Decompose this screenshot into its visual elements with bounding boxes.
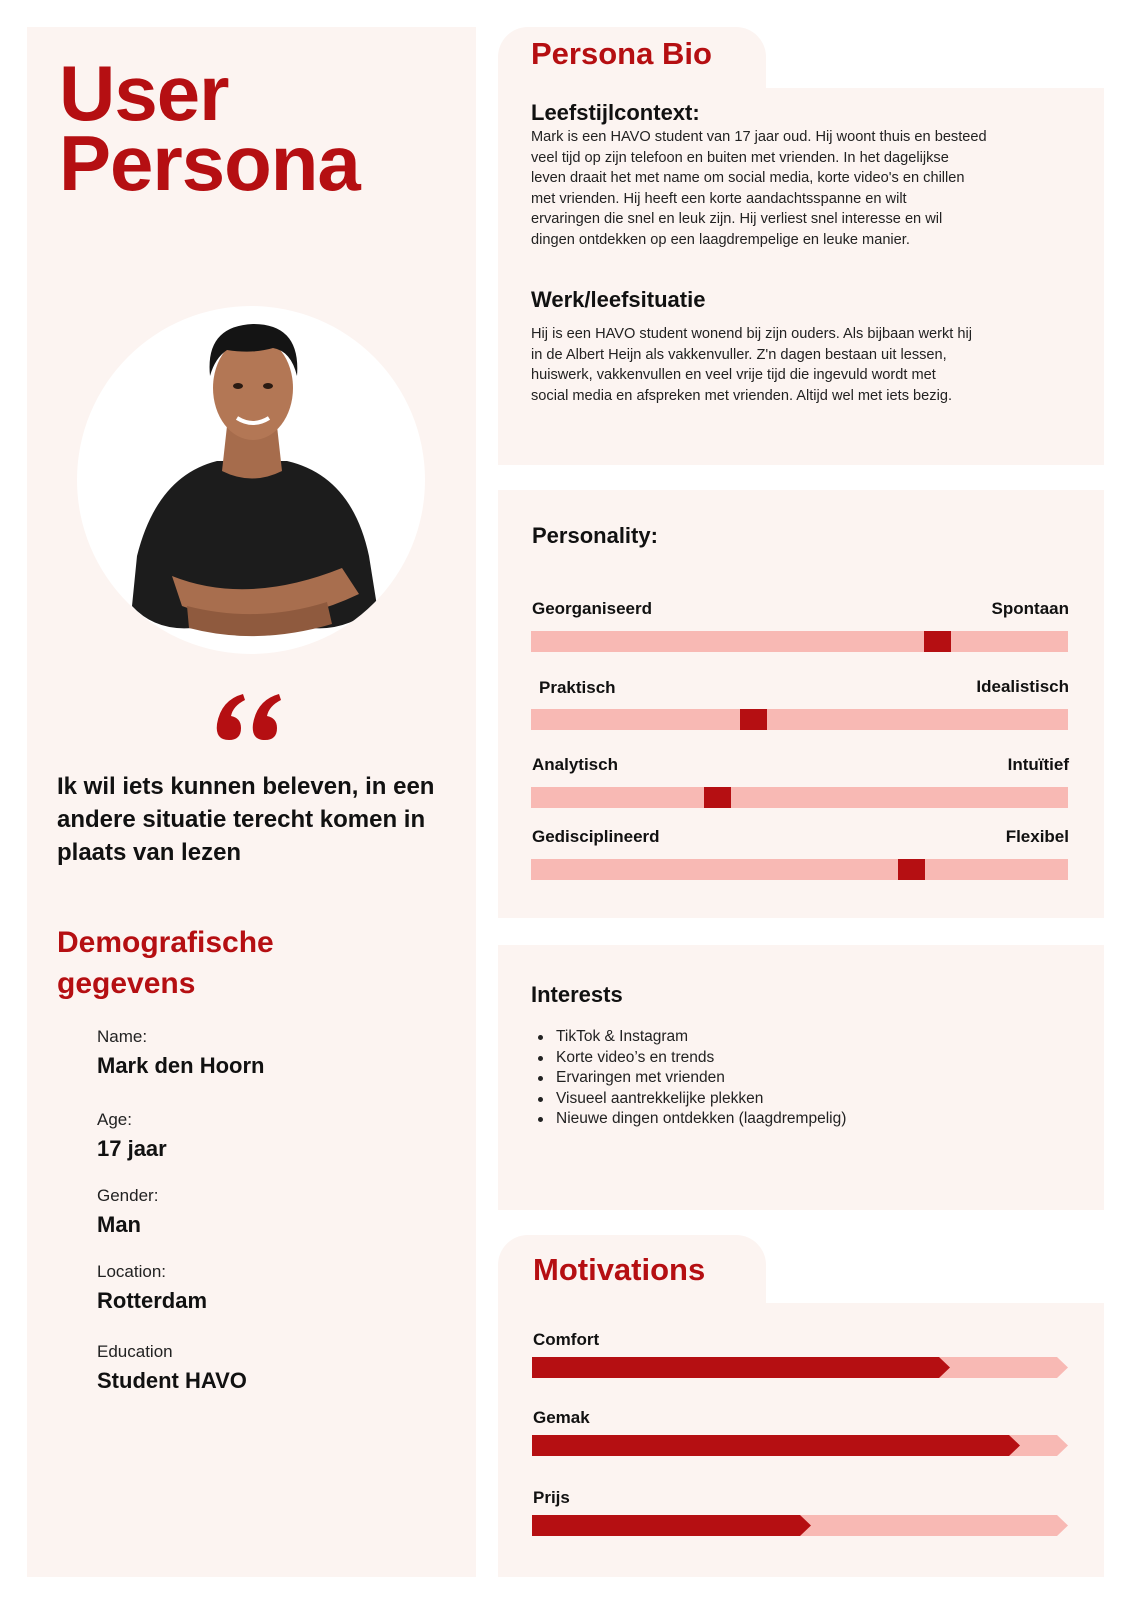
motivation-fill [532,1357,950,1378]
trait-right-label: Spontaan [991,599,1069,618]
trait-slider-marker [898,859,925,880]
trait-right-label: Intuïtief [1007,755,1069,774]
work-line: social media en afspreken met vrienden. Altijd wel met iets bezig. [531,387,952,404]
work-line: huiswerk, vakkenvullen en veel vrije tijd die ingevuld wordt met [531,367,936,383]
motivation-fill [532,1515,811,1536]
trait-slider-track [531,787,1068,808]
trait-left-label: Praktisch [539,678,616,697]
trait-slider-track [531,859,1068,880]
lifestyle-line: dingen ontdekken op een laagdrempelige en leuke manier. [531,231,910,248]
trait-right-label: Idealistisch [976,677,1069,696]
personality-panel [498,490,1104,918]
list-item: Ervaringen met vrienden [538,1068,846,1089]
motivation-label: Comfort [533,1330,600,1349]
list-item: Korte video’s en trends [538,1048,846,1069]
demo-label-age: Age: [97,1110,132,1129]
motivation-label: Gemak [533,1408,590,1427]
trait-left-label: Georganiseerd [532,599,652,618]
trait-slider-track [531,631,1068,652]
persona-photo [77,306,425,654]
motivation-label: Prijs [533,1488,570,1507]
demo-label-education: Education [97,1342,173,1361]
demo-label-gender: Gender: [97,1186,159,1205]
persona-quote: Ik wil iets kunnen beleven, in een andere situatie terecht komen in plaats van lezen [57,773,435,866]
demo-value-education: Student HAVO [97,1368,247,1393]
motivation-bar [532,1357,1072,1379]
trait-slider-track [531,709,1068,730]
demo-value-age: 17 jaar [97,1136,167,1161]
motivations-title: Motivations [533,1252,706,1287]
demographics-title: Demografische gegevens [57,926,274,1000]
interests-list [538,1027,846,1130]
list-item: TikTok & Instagram [538,1027,846,1048]
title-line-1: User [59,49,229,137]
demo-label-location: Location: [97,1262,166,1281]
work-line: Hij is een HAVO student wonend bij zijn ouders. Als bijbaan werkt hij [531,326,973,342]
trait-slider-marker [704,787,731,808]
lifestyle-line: ervaringen die snel en leuk zijn. Hij verliest snel interesse en wil [531,211,943,227]
trait-slider-marker [740,709,767,730]
motivation-fill [532,1435,1020,1456]
demo-value-location: Rotterdam [97,1288,208,1313]
page-title [59,49,360,207]
work-text [531,324,972,406]
motivation-bar [532,1435,1072,1457]
lifestyle-line: veel tijd op zijn telefoon en buiten met vrienden. In het dagelijkse [531,149,949,166]
demo-label-name: Name: [97,1027,148,1046]
demo-value-gender: Man [97,1212,141,1237]
demo-value-name: Mark den Hoorn [97,1053,265,1078]
lifestyle-line: met vrienden. Hij heeft een korte aandachtsspanne en wilt [531,190,907,207]
lifestyle-line: leven draait het met name om social media, korte video's en chillen [531,170,965,186]
trait-right-label: Flexibel [1005,827,1069,846]
work-heading: Werk/leefsituatie [531,287,706,312]
lifestyle-heading: Leefstijlcontext: [531,100,700,125]
list-item: Nieuwe dingen ontdekken (laagdrempelig) [538,1109,846,1130]
person-illustration [77,306,425,654]
trait-slider-marker [924,631,951,652]
bio-title: Persona Bio [531,36,712,71]
personality-title: Personality: [532,523,658,548]
list-item: Visueel aantrekkelijke plekken [538,1089,846,1110]
motivation-bar [532,1515,1072,1537]
interests-title: Interests [531,982,623,1007]
work-line: in de Albert Heijn als vakkenvuller. Z'n dagen bestaan uit lessen, [531,346,947,363]
lifestyle-text [531,127,987,250]
quote-icon [213,690,281,742]
lifestyle-line: Mark is een HAVO student van 17 jaar oud. Hij woont thuis en besteed [531,129,987,145]
title-line-2: Persona [59,119,360,207]
trait-left-label: Analytisch [532,755,618,774]
trait-left-label: Gedisciplineerd [532,827,660,846]
